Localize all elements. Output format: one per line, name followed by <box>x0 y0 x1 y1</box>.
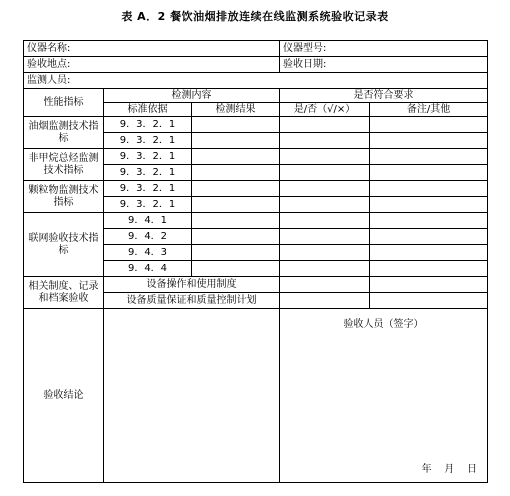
basis-cell: 9．3．2．1 <box>104 197 192 213</box>
yes-no-cell[interactable] <box>280 149 370 165</box>
table-row <box>24 117 488 133</box>
table-row <box>24 57 488 73</box>
table-row <box>24 277 488 293</box>
signature-cell[interactable] <box>280 309 488 483</box>
compliance-header: 是否符合要求 <box>280 89 488 103</box>
result-cell[interactable] <box>192 133 280 149</box>
remarks-cell[interactable] <box>370 213 488 229</box>
basis-header: 标准依据 <box>104 103 192 117</box>
instrument-model-field[interactable]: 仪器型号: <box>280 41 488 57</box>
content-header: 检测内容 <box>104 89 280 103</box>
result-cell[interactable] <box>192 261 280 277</box>
result-cell[interactable] <box>192 165 280 181</box>
remarks-cell[interactable] <box>370 229 488 245</box>
records-item: 设备操作和使用制度 <box>104 277 280 293</box>
yes-no-cell[interactable] <box>280 229 370 245</box>
basis-cell: 9．4．4 <box>104 261 192 277</box>
group-name: 颗粒物监测技术指标 <box>24 181 104 213</box>
result-cell[interactable] <box>192 117 280 133</box>
yes-no-cell[interactable] <box>280 261 370 277</box>
yes-no-cell[interactable] <box>280 117 370 133</box>
result-cell[interactable] <box>192 197 280 213</box>
group-name: 非甲烷总烃监测技术指标 <box>24 149 104 181</box>
yes-no-cell[interactable] <box>280 293 370 309</box>
basis-cell: 9．3．2．1 <box>104 149 192 165</box>
performance-header: 性能指标 <box>24 89 104 117</box>
remarks-cell[interactable] <box>370 149 488 165</box>
conclusion-label: 验收结论 <box>24 309 104 483</box>
remarks-cell[interactable] <box>370 277 488 293</box>
site-field[interactable]: 验收地点: <box>24 57 280 73</box>
date-field[interactable]: 验收日期: <box>280 57 488 73</box>
remarks-cell[interactable] <box>370 117 488 133</box>
basis-cell: 9．3．2．1 <box>104 133 192 149</box>
signature-label: 验收人员（签字） <box>343 319 424 330</box>
remarks-cell[interactable] <box>370 197 488 213</box>
yes-no-cell[interactable] <box>280 197 370 213</box>
basis-cell: 9．3．2．1 <box>104 181 192 197</box>
table-row <box>24 181 488 197</box>
yes-no-cell[interactable] <box>280 181 370 197</box>
remarks-cell[interactable] <box>370 133 488 149</box>
result-cell[interactable] <box>192 229 280 245</box>
table-title: 表 A．2 餐饮油烟排放连续在线监测系统验收记录表 <box>121 10 389 23</box>
basis-cell: 9．3．2．1 <box>104 117 192 133</box>
basis-cell: 9．3．2．1 <box>104 165 192 181</box>
result-cell[interactable] <box>192 245 280 261</box>
basis-cell: 9．4．1 <box>104 213 192 229</box>
group-name: 联网验收技术指标 <box>24 213 104 277</box>
table-row <box>24 41 488 57</box>
result-cell[interactable] <box>192 181 280 197</box>
table-row <box>24 149 488 165</box>
table-row <box>24 213 488 229</box>
basis-cell: 9．4．3 <box>104 245 192 261</box>
basis-cell: 9．4．2 <box>104 229 192 245</box>
instrument-name-field[interactable]: 仪器名称: <box>24 41 280 57</box>
remarks-cell[interactable] <box>370 245 488 261</box>
remarks-cell[interactable] <box>370 261 488 277</box>
yes-no-cell[interactable] <box>280 245 370 261</box>
table-row <box>24 309 488 483</box>
result-cell[interactable] <box>192 213 280 229</box>
conclusion-text-cell[interactable] <box>104 309 280 483</box>
yes-no-cell[interactable] <box>280 165 370 181</box>
result-cell[interactable] <box>192 149 280 165</box>
group-name: 油烟监测技术指标 <box>24 117 104 149</box>
yes-no-cell[interactable] <box>280 213 370 229</box>
records-group-name: 相关制度、记录和档案验收 <box>24 277 104 309</box>
remarks-cell[interactable] <box>370 181 488 197</box>
personnel-field[interactable]: 监测人员: <box>24 73 488 89</box>
remarks-cell[interactable] <box>370 293 488 309</box>
result-header: 检测结果 <box>192 103 280 117</box>
yes-no-cell[interactable] <box>280 133 370 149</box>
yes-no-cell[interactable] <box>280 277 370 293</box>
signature-date: 年 月 日 <box>421 464 478 475</box>
remarks-cell[interactable] <box>370 165 488 181</box>
yes-no-header: 是/否（√/×） <box>280 103 370 117</box>
acceptance-record-table <box>23 40 488 483</box>
table-row <box>24 89 488 103</box>
table-row <box>24 73 488 89</box>
remarks-header: 备注/其他 <box>370 103 488 117</box>
records-item: 设备质量保证和质量控制计划 <box>104 293 280 309</box>
